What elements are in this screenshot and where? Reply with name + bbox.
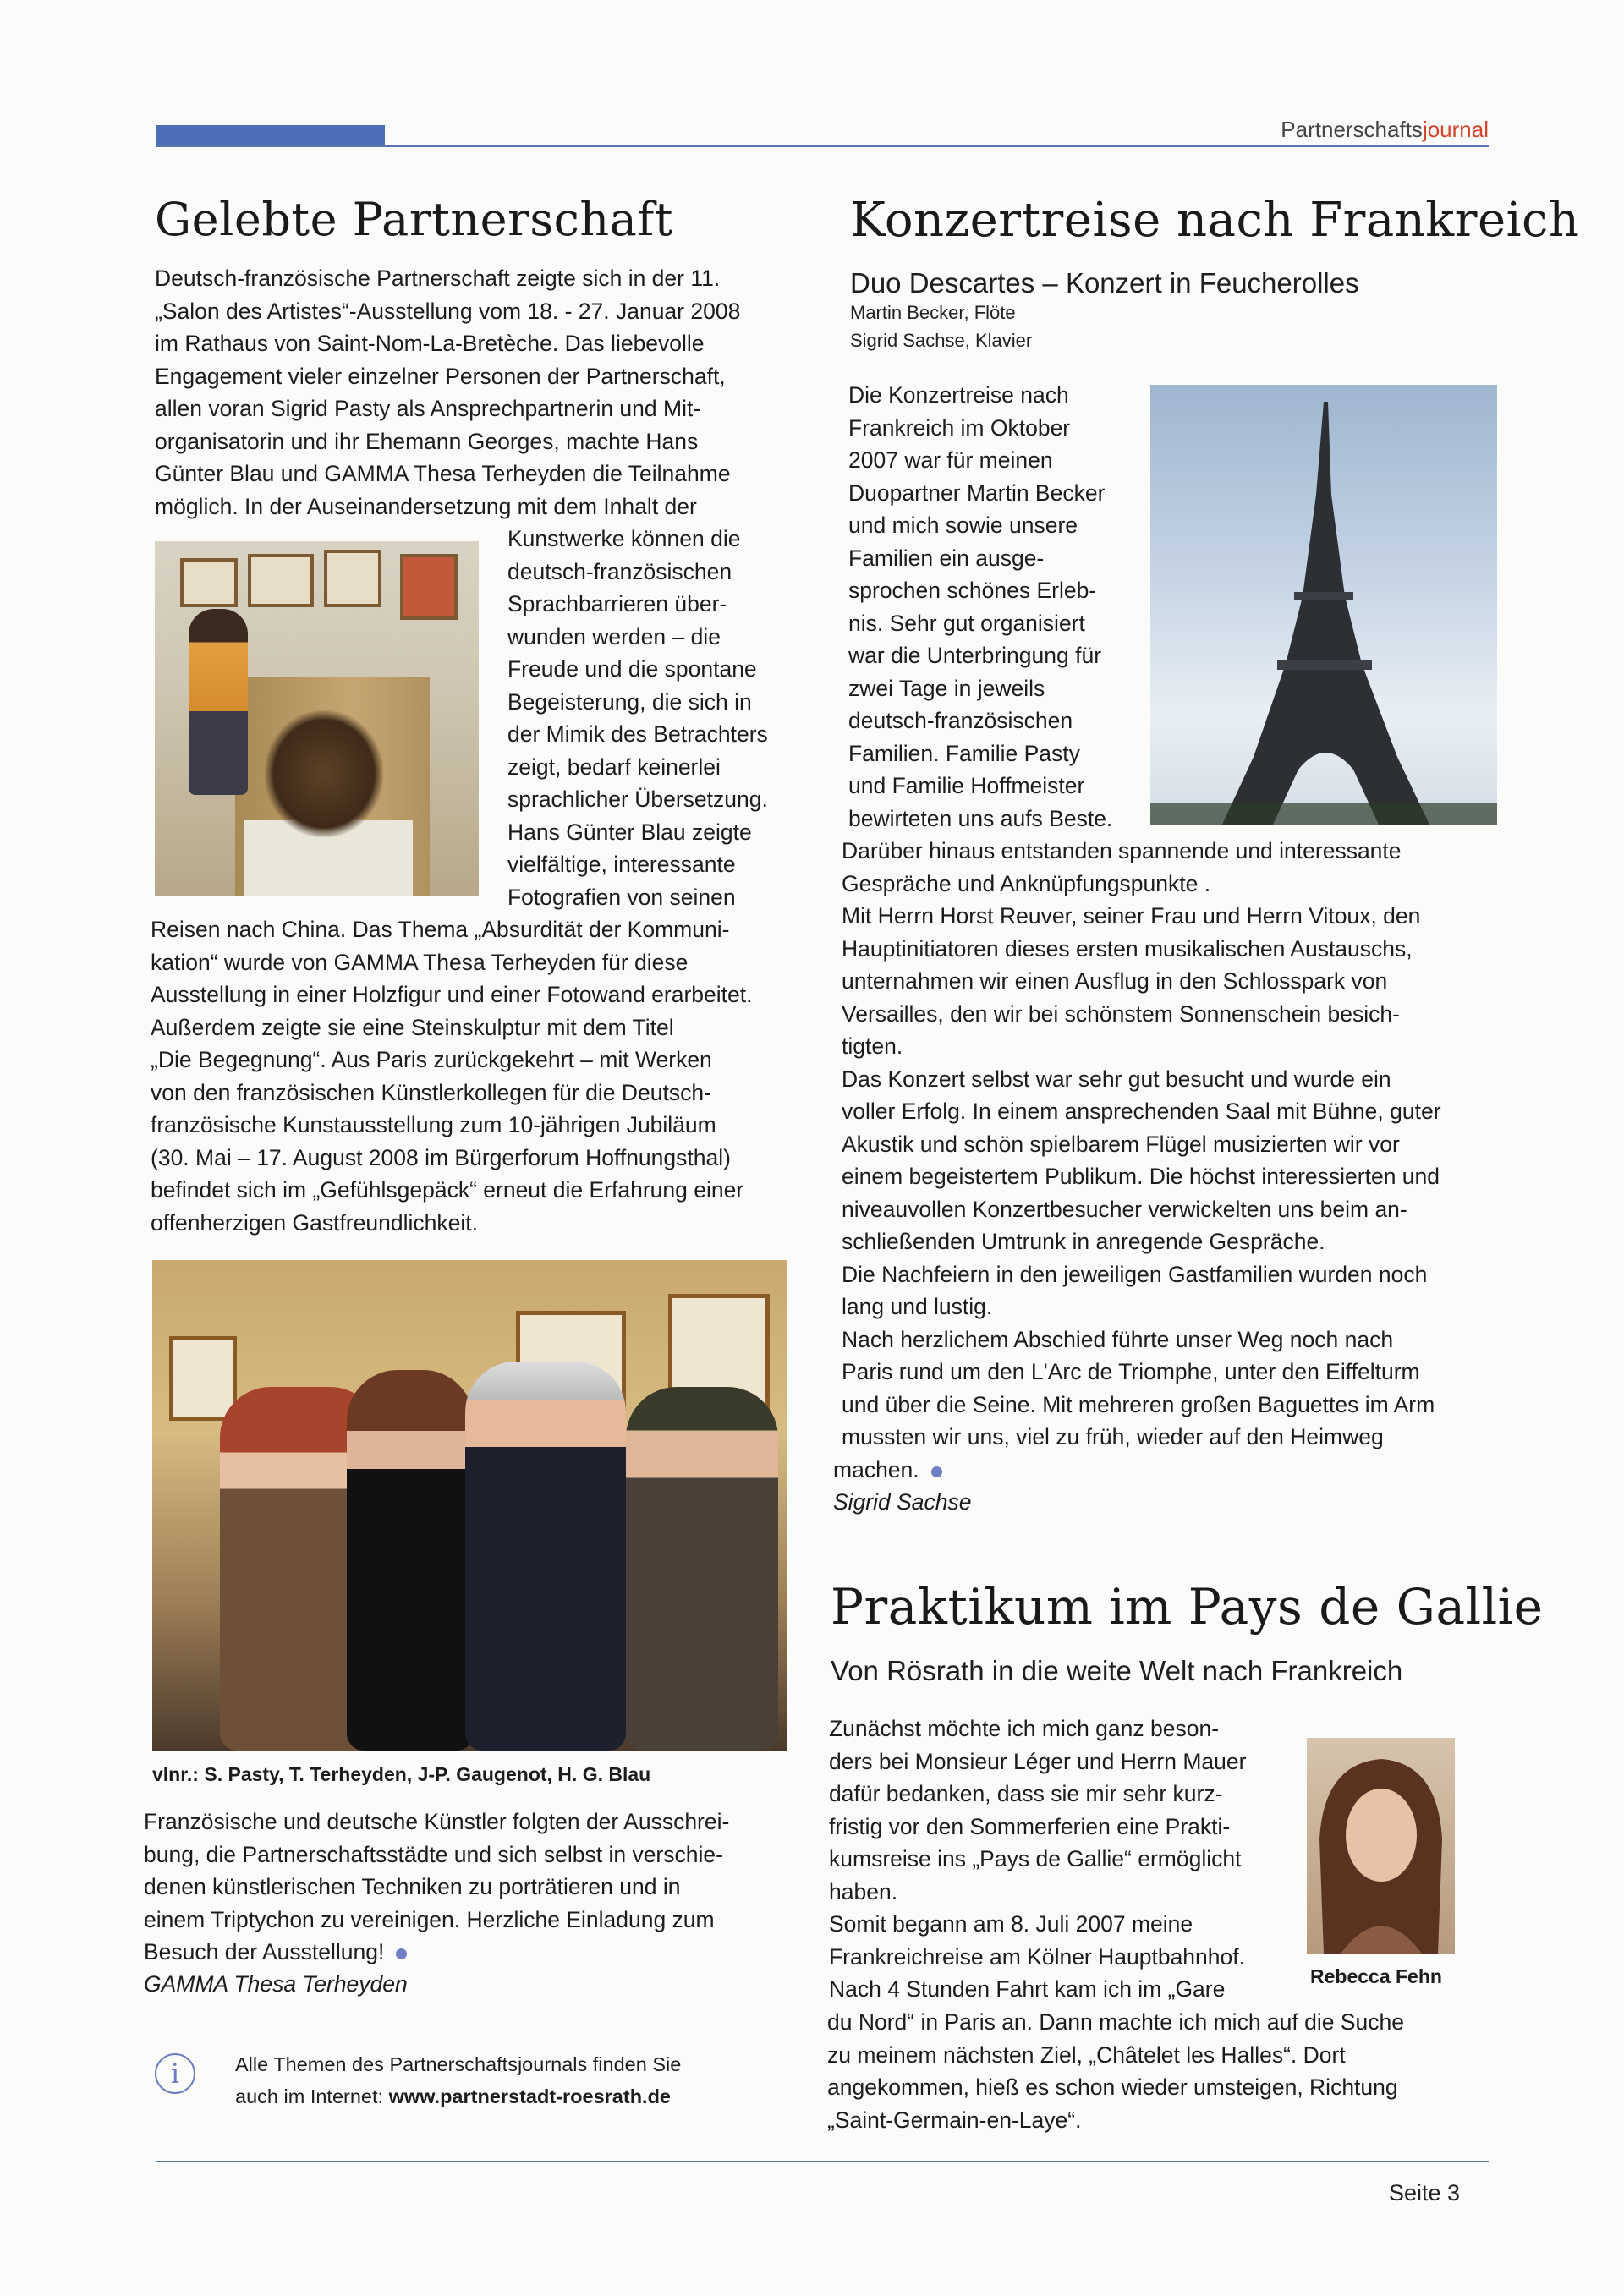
text-line: ders bei Monsieur Léger und Herrn Mauer — [829, 1748, 1247, 1774]
text-line: Versailles, den wir bei schönstem Sonnenschein besich- — [842, 1000, 1400, 1027]
text-line: Darüber hinaus entstanden spannende und interessante — [842, 838, 1402, 863]
footer-rule — [156, 2161, 1489, 2162]
text-line: dafür bedanken, dass sie mir sehr kurz- — [829, 1781, 1223, 1806]
text-line: einem begeistertem Publikum. Die höchst interessierten und — [842, 1164, 1440, 1189]
text-line: kation“ wurde von GAMMA Thesa Terheyden für diese — [151, 949, 689, 975]
article3-heading: Praktikum im Pays de Gallie — [831, 1578, 1544, 1636]
text-line: (30. Mai – 17. August 2008 im Bürgerforum Hoffnungsthal) — [151, 1144, 731, 1170]
article2-wrap-text — [848, 379, 1112, 835]
text-line: Nach herzlichem Abschied führte unser Weg noch nach — [842, 1326, 1394, 1352]
text-line: nis. Sehr gut organisiert — [848, 610, 1085, 636]
text-line: haben. — [829, 1878, 898, 1904]
text-line: „Salon des Artistes“-Ausstellung vom 18. - 27. Januar 2008 — [155, 298, 741, 324]
info-icon: i — [155, 2053, 195, 2094]
eiffel-tower-icon — [1150, 385, 1497, 825]
end-bullet-icon — [396, 1948, 407, 1959]
text-line: und Familie Hoffmeister — [848, 773, 1085, 798]
text-line: angekommen, hieß es schon wieder umsteigen, Richtung — [827, 2074, 1398, 2100]
header-accent-bar — [156, 125, 385, 145]
text-line: Besuch der Ausstellung! — [144, 1936, 729, 1969]
article1-author: GAMMA Thesa Terheyden — [144, 1971, 408, 1997]
text-line: Paris rund um den L'Arc de Triomphe, unter den Eiffelturm — [842, 1359, 1420, 1384]
header-rule — [156, 145, 1489, 147]
text-line: unternahmen wir einen Ausflug in den Schlosspark von — [842, 968, 1388, 994]
article3-subheading: Von Rösrath in die weite Welt nach Frankreich — [831, 1655, 1403, 1686]
article1-intro — [155, 262, 740, 523]
text-line: der Mimik des Betrachters — [508, 721, 768, 747]
text-line: du Nord“ in Paris an. Dann machte ich mich auf die Suche — [827, 2009, 1404, 2035]
end-bullet-icon — [931, 1466, 942, 1477]
text-line: Gespräche und Anknüpfungspunkte . — [842, 870, 1211, 896]
text-line: fristig vor den Sommerferien eine Prakti- — [829, 1813, 1231, 1839]
text-line: Zunächst möchte ich mich ganz beson- — [829, 1716, 1220, 1741]
text-line: offenherzigen Gastfreundlichkeit. — [151, 1209, 478, 1236]
text-line: Deutsch-französische Partnerschaft zeigte sich in der 11. — [155, 266, 721, 291]
text-line: Sprachbarrieren über- — [508, 591, 727, 616]
text-line: Akustik und schön spielbarem Flügel musizierten wir vor — [842, 1131, 1400, 1157]
text-line: Kunstwerke können die — [508, 526, 741, 551]
artists-group-photo — [152, 1260, 787, 1751]
text-line: denen künstlerischen Techniken zu porträtieren und in — [144, 1874, 681, 1899]
text-line: Frankreichreise am Kölner Hauptbahnhof. — [829, 1943, 1245, 1970]
text-line: Die Konzertreise nach — [848, 382, 1069, 408]
text-line: Engagement vieler einzelner Personen der Partnerschaft, — [155, 363, 726, 389]
text-line: Nach 4 Stunden Fahrt kam ich im „Gare — [829, 1976, 1226, 2002]
text-line: war die Unterbringung für — [848, 643, 1102, 668]
text-line: im Rathaus von Saint-Nom-La-Bretèche. Das liebevolle — [155, 331, 705, 356]
portrait-icon — [1307, 1738, 1455, 1954]
text-line: Freude und die spontane — [508, 656, 757, 682]
website-link[interactable]: www.partnerstadt-roesrath.de — [388, 2085, 671, 2107]
text-line: allen voran Sigrid Pasty als Ansprechpartnerin und Mit- — [155, 396, 701, 421]
article1-body — [151, 913, 753, 1239]
text-line: und über die Seine. Mit mehreren großen Baguettes im Arm — [842, 1391, 1435, 1417]
text-line: 2007 war für meinen — [848, 447, 1053, 473]
text-line: Die Nachfeiern in den jeweiligen Gastfamilien wurden noch — [842, 1261, 1428, 1287]
text-line: Somit begann am 8. Juli 2007 meine — [829, 1911, 1193, 1937]
text-line: organisatorin und ihr Ehemann Georges, machte Hans — [155, 428, 699, 454]
text-line: lang und lustig. — [842, 1294, 993, 1319]
text-line: wunden werden – die — [508, 623, 721, 649]
rebecca-portrait — [1307, 1738, 1455, 1954]
article3-wrap-text — [829, 1712, 1246, 2006]
text-line: Ausstellung in einer Holzfigur und einer Fotowand erarbeitet. — [151, 982, 753, 1007]
text-line: bewirteten uns aufs Beste. — [848, 805, 1113, 831]
group-photo-caption: vlnr.: S. Pasty, T. Terheyden, J-P. Gaugenot, H. G. Blau — [152, 1763, 651, 1785]
text-line: französische Kunstausstellung zum 10-jährigen Jubiläum — [151, 1112, 716, 1137]
text-line: tigten. — [842, 1033, 903, 1059]
text-line: sprochen schönes Erleb- — [848, 578, 1097, 603]
text-line: einem Triptychon zu vereinigen. Herzliche Einladung zum — [144, 1906, 715, 1932]
journal-title: Partnerschaftsjournal — [1281, 117, 1489, 142]
article2-author: Sigrid Sachse — [833, 1489, 972, 1515]
text-line: Französische und deutsche Künstler folgten der Ausschrei- — [144, 1809, 730, 1834]
text-line: Frankreich im Oktober — [848, 414, 1071, 441]
text-line: Duopartner Martin Becker — [848, 479, 1106, 506]
text-line: „Die Begegnung“. Aus Paris zurückgekehrt – mit Werken — [151, 1047, 712, 1072]
text-line: schließenden Umtrunk in anregende Gespräche. — [842, 1229, 1325, 1254]
text-line: Hauptinitiatoren dieses ersten musikalischen Austauschs, — [842, 935, 1413, 962]
text-line: Familien. Familie Pasty — [848, 740, 1080, 766]
eiffel-tower-photo — [1150, 385, 1497, 825]
exhibition-photo — [155, 541, 479, 896]
text-line: befindet sich im „Gefühlsgepäck“ erneut die Erfahrung einer — [151, 1177, 744, 1203]
article2-body — [842, 835, 1441, 1454]
text-line: zeigt, bedarf keinerlei — [508, 753, 721, 780]
credit-flute: Martin Becker, Flöte — [850, 302, 1016, 323]
article1-wrap-text — [508, 523, 768, 913]
text-line: kumsreise ins „Pays de Gallie“ ermöglicht — [829, 1846, 1242, 1871]
text-line: Fotografien von seinen — [508, 884, 736, 910]
text-line: niveauvollen Konzertbesucher verwickelten uns beim an- — [842, 1196, 1407, 1222]
website-note: Alle Themen des Partnerschaftsjournals finden Sie auch im Internet: www.partnerstadt-roesrath.de — [235, 2053, 682, 2107]
text-line: „Saint-Germain-en-Laye“. — [827, 2107, 1082, 2133]
text-line: Das Konzert selbst war sehr gut besucht und wurde ein — [842, 1066, 1391, 1092]
text-line: zwei Tage in jeweils — [848, 675, 1045, 701]
text-line: zu meinem nächsten Ziel, „Châtelet les Halles“. Dort — [827, 2041, 1346, 2068]
text-line: Mit Herrn Horst Reuver, seiner Frau und Herrn Vitoux, den — [842, 903, 1421, 929]
text-line: sprachlicher Übersetzung. — [508, 786, 768, 812]
text-line: vielfältige, interessante — [508, 852, 736, 877]
page-number: Seite 3 — [1389, 2180, 1461, 2206]
article2-subheading: Duo Descartes – Konzert in Feucherolles — [850, 267, 1359, 299]
article2-closing-line: machen. — [833, 1454, 942, 1487]
text-line: deutsch-französischen — [848, 708, 1073, 733]
text-line: bung, die Partnerschaftsstädte und sich selbst in verschie- — [144, 1841, 723, 1867]
text-line: mussten wir uns, viel zu früh, wieder auf den Heimweg — [842, 1424, 1384, 1449]
text-line: Familien ein ausge- — [848, 545, 1045, 571]
text-line: von den französischen Künstlerkollegen für die Deutsch- — [151, 1079, 711, 1105]
text-line: Hans Günter Blau zeigte — [508, 819, 752, 845]
text-line: Außerdem zeigte sie eine Steinskulptur mit dem Titel — [151, 1014, 674, 1040]
text-line: Reisen nach China. Das Thema „Absurdität der Kommuni- — [151, 917, 730, 942]
article1-closing — [144, 1806, 729, 1969]
credit-piano: Sigrid Sachse, Klavier — [850, 330, 1033, 351]
article2-heading: Konzertreise nach Frankreich — [850, 193, 1580, 248]
article1-heading: Gelebte Partnerschaft — [155, 193, 673, 246]
article3-body — [827, 2006, 1404, 2136]
text-line: voller Erfolg. In einem ansprechenden Saal mit Bühne, guter — [842, 1099, 1441, 1124]
text-line: möglich. In der Auseinandersetzung mit dem Inhalt der — [155, 493, 697, 519]
text-line: Günter Blau und GAMMA Thesa Terheyden die Teilnahme — [155, 461, 731, 486]
text-line: deutsch-französischen — [508, 558, 732, 584]
text-line: und mich sowie unsere — [848, 512, 1078, 538]
portrait-caption: Rebecca Fehn — [1310, 1965, 1442, 1987]
text-line: Begeisterung, die sich in — [508, 688, 752, 715]
